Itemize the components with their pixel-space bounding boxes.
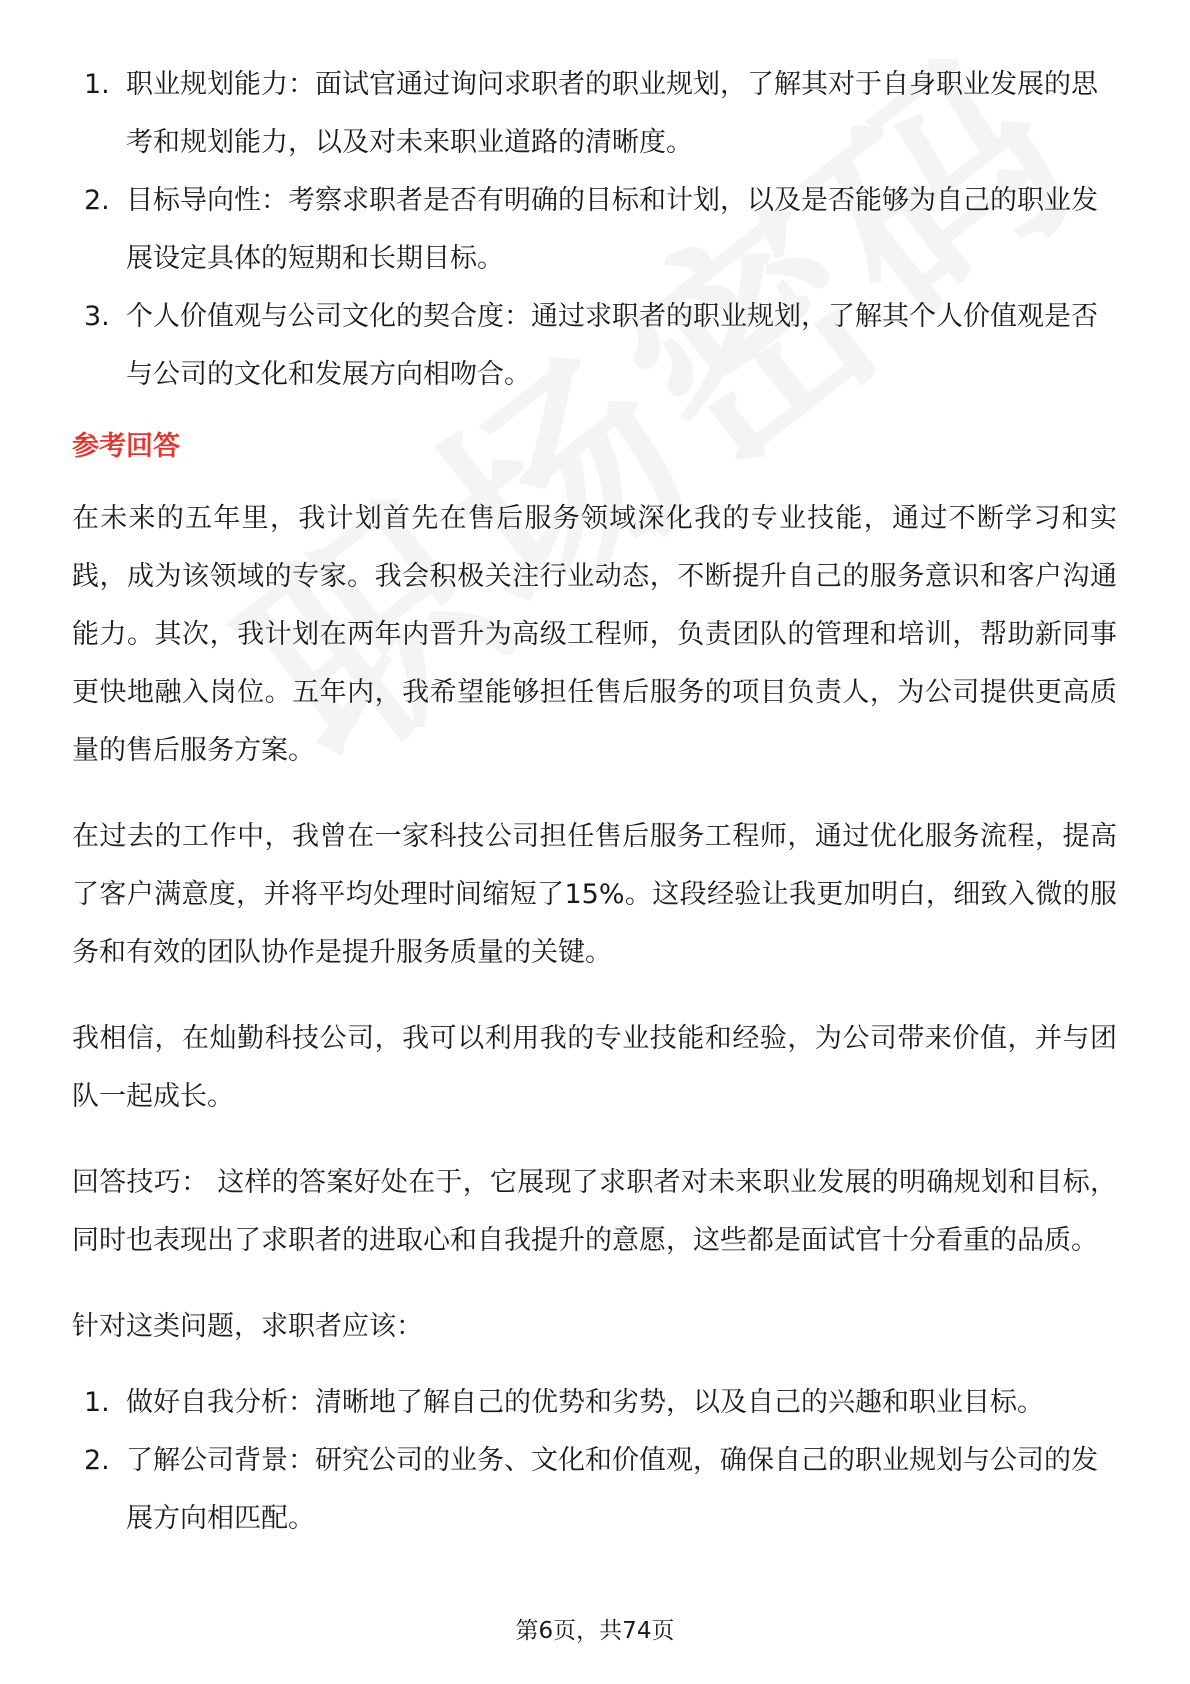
list-text: 职业规划能力：面试官通过询问求职者的职业规划，了解其对于自身职业发展的思考和规划能力，以及对未来职业道路的清晰度。 — [126, 69, 1098, 158]
list-item — [72, 288, 1117, 404]
section-heading: 参考回答 — [72, 431, 180, 462]
list-item — [72, 1432, 1117, 1548]
paragraph-plan: 在未来的五年里，我计划首先在售后服务领域深化我的专业技能，通过不断学习和实践，成为该领域的专家。我会积极关注行业动态，不断提升自己的服务意识和客户沟通能力。其次，我计划在两年内晋升为高级工程师，负责团队的管理和培训，帮助新同事更快地融入岗位。五年内，我希望能够担任售后服务的项目负责人，为公司提供更高质量的售后服务方案。 — [72, 503, 1117, 766]
paragraph-tips: 回答技巧： 这样的答案好处在于，它展现了求职者对未来职业发展的明确规划和目标，同时也表现出了求职者的进取心和自我提升的意愿，这些都是面试官十分看重的品质。 — [72, 1167, 1117, 1256]
paragraph-belief: 我相信，在灿勤科技公司，我可以利用我的专业技能和经验，为公司带来价值，并与团队一起成长。 — [72, 1023, 1117, 1112]
list-item — [72, 1374, 1117, 1432]
list-number: 2. — [84, 1445, 110, 1476]
list-number: 1. — [84, 69, 110, 100]
evaluation-points-list — [72, 56, 1117, 404]
page-footer: 第6页，共74页 — [515, 1618, 675, 1644]
list-number: 1. — [84, 1387, 110, 1418]
list-item — [72, 172, 1117, 288]
list-number: 3. — [84, 301, 110, 332]
list-text: 个人价值观与公司文化的契合度：通过求职者的职业规划，了解其个人价值观是否与公司的文化和发展方向相吻合。 — [126, 301, 1098, 390]
paragraph-experience: 在过去的工作中，我曾在一家科技公司担任售后服务工程师，通过优化服务流程，提高了客户满意度，并将平均处理时间缩短了15%。这段经验让我更加明白，细致入微的服务和有效的团队协作是提升服务质量的关键。 — [72, 821, 1117, 968]
list-text: 目标导向性：考察求职者是否有明确的目标和计划，以及是否能够为自己的职业发展设定具体的短期和长期目标。 — [126, 185, 1098, 274]
list-number: 2. — [84, 185, 110, 216]
list-text: 了解公司背景：研究公司的业务、文化和价值观，确保自己的职业规划与公司的发展方向相匹配。 — [126, 1445, 1098, 1534]
document-body — [72, 56, 1117, 1548]
paragraph-advice-intro: 针对这类问题，求职者应该： — [72, 1311, 423, 1342]
list-item — [72, 56, 1117, 172]
advice-list — [72, 1374, 1117, 1548]
list-text: 做好自我分析：清晰地了解自己的优势和劣势，以及自己的兴趣和职业目标。 — [126, 1387, 1044, 1418]
